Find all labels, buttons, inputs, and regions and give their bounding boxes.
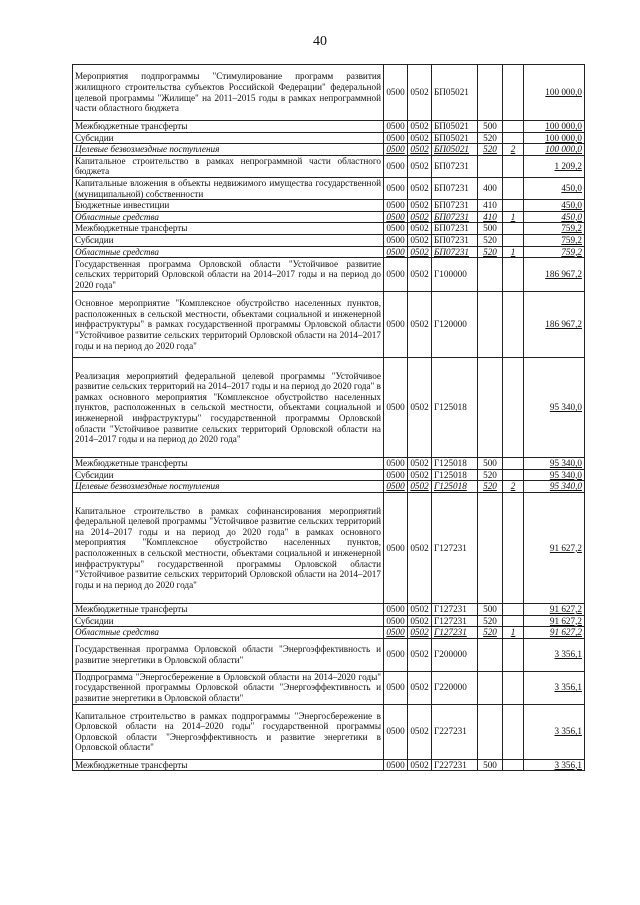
table-row [73,121,585,133]
row-subsection-code: 0502 [408,144,432,156]
row-operation-code [503,615,524,627]
row-description: Государственная программа Орловской области "Энергоэффективность и развитие энергетики в Орловской области" [73,638,384,671]
row-amount: 91 627,2 [524,492,585,603]
row-target-code: БП07231 [432,211,478,223]
table-row [73,223,585,235]
row-amount: 186 967,2 [524,292,585,358]
table-row [73,704,585,759]
table-row [73,492,585,603]
table-row [73,155,585,177]
row-description: Субсидии [73,132,384,144]
table-row [73,638,585,671]
row-description: Целевые безвозмездные поступления [73,144,384,156]
row-description: Субсидии [73,469,384,481]
row-expense-type: 410 [478,200,503,212]
row-section-code: 0500 [384,177,408,199]
row-subsection-code: 0502 [408,671,432,704]
row-description: Целевые безвозмездные поступления [73,481,384,493]
row-expense-type [478,638,503,671]
row-section-code: 0500 [384,223,408,235]
row-amount: 100 000,0 [524,144,585,156]
row-section-code: 0500 [384,200,408,212]
row-subsection-code: 0502 [408,603,432,615]
row-target-code: Г127231 [432,627,478,639]
row-description: Капитальное строительство в рамках непрограммной части областного бюджета [73,155,384,177]
row-target-code: БП05021 [432,121,478,133]
row-operation-code: 2 [503,481,524,493]
row-section-code: 0500 [384,234,408,246]
row-amount: 91 627,2 [524,603,585,615]
row-amount: 100 000,0 [524,121,585,133]
row-section-code: 0500 [384,246,408,258]
row-section-code: 0500 [384,759,408,771]
row-subsection-code: 0502 [408,223,432,235]
row-expense-type: 520 [478,234,503,246]
row-section-code: 0500 [384,458,408,470]
row-subsection-code: 0502 [408,358,432,458]
row-section-code: 0500 [384,638,408,671]
row-expense-type: 520 [478,481,503,493]
row-description: Межбюджетные трансферты [73,603,384,615]
table-row [73,258,585,292]
row-amount: 91 627,2 [524,627,585,639]
row-amount: 186 967,2 [524,258,585,292]
row-description: Областные средства [73,246,384,258]
row-description: Областные средства [73,627,384,639]
row-section-code: 0500 [384,481,408,493]
row-target-code: БП07231 [432,234,478,246]
row-subsection-code: 0502 [408,627,432,639]
row-description: Межбюджетные трансферты [73,759,384,771]
row-expense-type: 400 [478,177,503,199]
row-operation-code [503,704,524,759]
row-section-code: 0500 [384,603,408,615]
row-operation-code: 1 [503,627,524,639]
row-expense-type [478,671,503,704]
row-expense-type: 520 [478,246,503,258]
budget-table [72,64,585,771]
row-operation-code: 2 [503,144,524,156]
row-subsection-code: 0502 [408,458,432,470]
row-section-code: 0500 [384,615,408,627]
row-subsection-code: 0502 [408,469,432,481]
row-section-code: 0500 [384,469,408,481]
row-expense-type [478,704,503,759]
row-expense-type: 500 [478,121,503,133]
row-subsection-code: 0502 [408,481,432,493]
row-target-code: Г125018 [432,358,478,458]
row-amount: 759,2 [524,234,585,246]
row-target-code: Г100000 [432,258,478,292]
row-expense-type: 520 [478,144,503,156]
row-subsection-code: 0502 [408,234,432,246]
table-row [73,481,585,493]
table-row [73,234,585,246]
row-section-code: 0500 [384,121,408,133]
row-description: Субсидии [73,615,384,627]
row-operation-code [503,132,524,144]
table-row [73,200,585,212]
row-target-code: Г127231 [432,615,478,627]
row-section-code: 0500 [384,704,408,759]
row-expense-type: 520 [478,615,503,627]
row-subsection-code: 0502 [408,759,432,771]
table-row [73,358,585,458]
row-expense-type: 520 [478,627,503,639]
row-subsection-code: 0502 [408,704,432,759]
row-operation-code [503,469,524,481]
row-expense-type [478,65,503,121]
row-section-code: 0500 [384,211,408,223]
row-section-code: 0500 [384,144,408,156]
row-description: Реализация мероприятий федеральной целевой программы "Устойчивое развитие сельских территорий на 2014–2017 годы и на период до 2020 года" в рамках основного мероприятия "Комплексное обустройство населенных пунктов, расположенных в сельской местности, объектами социальной и инженерной инфраструктуры" государственной программы Орловской области "Устойчивое развитие сельских территорий Орловской области на 2014–2017 годы и на период до 2020 года" [73,358,384,458]
row-subsection-code: 0502 [408,155,432,177]
row-target-code: БП05021 [432,65,478,121]
table-row [73,144,585,156]
row-operation-code [503,603,524,615]
row-amount: 91 627,2 [524,615,585,627]
table-row [73,177,585,199]
table-row [73,211,585,223]
row-section-code: 0500 [384,155,408,177]
table-row [73,671,585,704]
row-target-code: БП07231 [432,200,478,212]
row-operation-code [503,638,524,671]
row-operation-code [503,258,524,292]
row-expense-type [478,155,503,177]
row-amount: 100 000,0 [524,65,585,121]
table-row [73,132,585,144]
row-description: Межбюджетные трансферты [73,223,384,235]
row-amount: 450,0 [524,177,585,199]
row-operation-code: 1 [503,211,524,223]
row-amount: 450,0 [524,200,585,212]
row-operation-code [503,200,524,212]
row-amount: 3 356,1 [524,704,585,759]
row-target-code: БП07231 [432,155,478,177]
row-operation-code [503,358,524,458]
row-amount: 759,2 [524,246,585,258]
row-target-code: Г127231 [432,603,478,615]
row-target-code: Г127231 [432,492,478,603]
row-amount: 3 356,1 [524,671,585,704]
row-expense-type: 500 [478,759,503,771]
row-amount: 95 340,0 [524,458,585,470]
row-description: Областные средства [73,211,384,223]
row-section-code: 0500 [384,132,408,144]
row-description: Бюджетные инвестиции [73,200,384,212]
row-operation-code [503,458,524,470]
row-target-code: БП05021 [432,132,478,144]
row-expense-type [478,258,503,292]
row-amount: 1 209,2 [524,155,585,177]
row-target-code: Г125018 [432,481,478,493]
row-section-code: 0500 [384,671,408,704]
row-subsection-code: 0502 [408,200,432,212]
row-expense-type: 520 [478,469,503,481]
row-subsection-code: 0502 [408,258,432,292]
row-subsection-code: 0502 [408,65,432,121]
row-subsection-code: 0502 [408,211,432,223]
row-expense-type [478,358,503,458]
row-target-code: Г227231 [432,704,478,759]
row-section-code: 0500 [384,258,408,292]
row-amount: 3 356,1 [524,759,585,771]
row-subsection-code: 0502 [408,246,432,258]
row-operation-code [503,177,524,199]
row-operation-code: 1 [503,246,524,258]
row-amount: 95 340,0 [524,481,585,493]
table-row [73,603,585,615]
row-target-code: БП07231 [432,177,478,199]
row-target-code: Г227231 [432,759,478,771]
row-expense-type: 500 [478,603,503,615]
row-subsection-code: 0502 [408,615,432,627]
row-expense-type [478,292,503,358]
row-operation-code [503,223,524,235]
row-section-code: 0500 [384,492,408,603]
row-expense-type [478,492,503,603]
row-target-code: Г125018 [432,469,478,481]
row-expense-type: 500 [478,223,503,235]
row-amount: 95 340,0 [524,469,585,481]
row-description: Основное мероприятие "Комплексное обустройство населенных пунктов, расположенных в сельской местности, объектами социальной и инженерной инфраструктуры" в рамках государственной программы Орловской области "Устойчивое развитие сельских территорий Орловской области на 2014–2017 годы и на период до 2020 года" [73,292,384,358]
row-target-code: Г220000 [432,671,478,704]
row-target-code: Г125018 [432,458,478,470]
row-description: Капитальные вложения в объекты недвижимого имущества государственной (муниципальной) собственности [73,177,384,199]
row-description: Государственная программа Орловской области "Устойчивое развитие сельских территорий Орловской области на 2014–2017 годы и на период до 2020 года" [73,258,384,292]
row-target-code: БП05021 [432,144,478,156]
row-description: Межбюджетные трансферты [73,458,384,470]
row-expense-type: 520 [478,132,503,144]
row-target-code: БП07231 [432,223,478,235]
row-subsection-code: 0502 [408,132,432,144]
row-operation-code [503,65,524,121]
table-row [73,246,585,258]
row-operation-code [503,492,524,603]
row-subsection-code: 0502 [408,638,432,671]
row-description: Субсидии [73,234,384,246]
row-section-code: 0500 [384,65,408,121]
row-target-code: БП07231 [432,246,478,258]
row-description: Мероприятия подпрограммы "Стимулирование программ развития жилищного строительства субъектов Российской Федерации" федеральной целевой программы "Жилище" на 2011–2015 годы в рамках непрограммной части областного бюджета [73,65,384,121]
table-row [73,759,585,771]
row-operation-code [503,671,524,704]
table-row [73,627,585,639]
row-section-code: 0500 [384,627,408,639]
row-amount: 100 000,0 [524,132,585,144]
row-operation-code [503,155,524,177]
table-row [73,65,585,121]
row-subsection-code: 0502 [408,121,432,133]
row-subsection-code: 0502 [408,492,432,603]
row-description: Капитальное строительство в рамках софинансирования мероприятий федеральной целевой программы "Устойчивое развитие сельских территорий на 2014–2017 годы и на период до 2020 года" в рамках основного мероприятия "Комплексное обустройство населенных пунктов, расположенных в сельской местности, объектами социальной и инженерной инфраструктуры" государственной программы Орловской области "Устойчивое развитие сельских территорий Орловской области на 2014–2017 годы и на период до 2020 года" [73,492,384,603]
row-section-code: 0500 [384,358,408,458]
row-amount: 95 340,0 [524,358,585,458]
row-description: Подпрограмма "Энергосбережение в Орловской области на 2014–2020 годы" государственной программы Орловской области "Энергоэффективность и развитие энергетики в Орловской области" [73,671,384,704]
row-subsection-code: 0502 [408,292,432,358]
row-expense-type: 410 [478,211,503,223]
table-row [73,458,585,470]
row-amount: 450,0 [524,211,585,223]
row-description: Межбюджетные трансферты [73,121,384,133]
row-target-code: Г200000 [432,638,478,671]
page-number: 40 [313,34,327,49]
table-body [73,65,585,771]
row-operation-code [503,121,524,133]
row-description: Капитальное строительство в рамках подпрограммы "Энергосбережение в Орловской области на 2014–2020 годы" государственной программы Орловской области "Энергоэффективность и развитие энергетики в Орловской области" [73,704,384,759]
row-operation-code [503,292,524,358]
row-expense-type: 500 [478,458,503,470]
row-amount: 759,2 [524,223,585,235]
table-row [73,292,585,358]
table-row [73,615,585,627]
row-section-code: 0500 [384,292,408,358]
row-operation-code [503,234,524,246]
row-target-code: Г120000 [432,292,478,358]
table-row [73,469,585,481]
row-amount: 3 356,1 [524,638,585,671]
row-operation-code [503,759,524,771]
row-subsection-code: 0502 [408,177,432,199]
